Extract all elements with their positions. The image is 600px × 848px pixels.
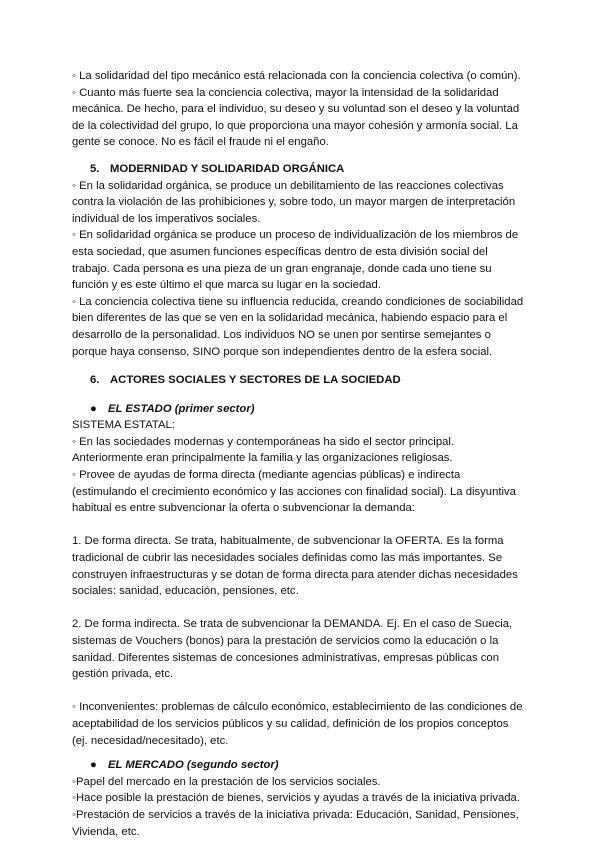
spacer [72,517,524,534]
intro-paragraph-1: ◦ La solidaridad del tipo mecánico está relacionada con la conciencia colectiva (o común). [72,70,521,82]
estado-subtitle: SISTEMA ESTATAL: [72,419,175,432]
estado-paragraph-1: ◦ En las sociedades modernas y contemporáneas ha sido el sector principal. Anteriormente eran principalmente la familia y las organizaciones religiosas. [72,435,455,465]
intro-paragraph-2: ◦ Cuanto más fuerte sea la conciencia colectiva, mayor la intensidad de la solidaridad mecánica. De hecho, para el individuo, su deseo y su voluntad son el deseo y la voluntad de la colectividad del grupo, lo que proporciona una mayor cohesión y armonía social. La gente se conoce. No es fácil el fraude ni el engaño. [72,86,520,149]
section-6-number: 6. [90,374,100,387]
mercado-heading-text: EL MERCADO (segundo sector) [108,759,279,772]
section-5-paragraph-1: ◦ En la solidaridad orgánica, se produce un debilitamiento de las reacciones colectivas contra la violación de las prohibiciones y, sobre todo, un mayor margen de interpretación individual de los imperativos sociales. [72,179,516,225]
spacer [72,683,524,700]
mercado-paragraph-2: ◦Hace posible la prestación de bienes, servicios y ayudas a través de la iniciativa privada. [72,792,520,805]
mercado-paragraph-3: ◦Prestación de servicios a través de la iniciativa privada: Educación, Sanidad, Pensiones, Vivienda, etc. [72,808,519,838]
section-6-heading [72,372,524,389]
section-5-heading [72,161,524,178]
mercado-heading [72,757,524,774]
estado-heading [72,401,524,418]
section-5-title: MODERNIDAD Y SOLIDARIDAD ORGÁNICA [110,162,345,175]
section-5-number: 5. [90,162,100,175]
mercado-paragraph-1: ◦Papel del mercado en la prestación de los servicios sociales. [72,775,381,788]
estado-paragraph-3: 1. De forma directa. Se trata, habitualmente, de subvencionar la OFERTA. Es la forma tradicional de cubrir las necesidades sociales definidas como las más importantes. Se construyen infraestructuras y se dotan de forma directa para atender dichas necesidades sociales: sanidad, educación, pensiones, etc. [72,535,518,598]
estado-paragraph-4: 2. De forma indirecta. Se trata de subvencionar la DEMANDA. Ej. En el caso de Suecia, sistemas de Vouchers (bonos) para la prestación de servicios como la educación o la sanidad. Diferentes sistemas de concesiones administrativas, empresas públicas con gestión privada, etc. [72,618,513,681]
document-page [72,68,524,840]
section-5-paragraph-2: ◦ En solidaridad orgánica se produce un proceso de individualización de los miembros de esta sociedad, que asumen funciones específicas dentro de esta división social del trabajo. Cada persona es una pieza de un gran engranaje, donde cada uno tiene su función y es este último el que marca su lugar en la sociedad. [72,229,519,292]
estado-paragraph-2: ◦ Provee de ayudas de forma directa (mediante agencias públicas) e indirecta (estimulando el crecimiento económico y las acciones con finalidad social). La disyuntiva habitual es entre subvencionar la oferta o subvencionar la demanda: [72,469,516,515]
bullet-icon: ● [90,759,97,772]
spacer [72,600,524,617]
bullet-icon: ● [90,402,97,415]
estado-heading-text: EL ESTADO (primer sector) [108,402,255,415]
section-6-title: ACTORES SOCIALES Y SECTORES DE LA SOCIEDAD [110,374,401,387]
estado-paragraph-5: ◦ Inconvenientes: problemas de cálculo económico, establecimiento de las condiciones de aceptabilidad de los servicios públicos y su calidad, definición de los propios conceptos (ej. necesidad/necesitado), etc. [72,701,523,747]
section-5-paragraph-3: ◦ La conciencia colectiva tiene su influencia reducida, creando condiciones de sociabilidad bien diferentes de las que se ven en la solidaridad mecánica, habiendo espacio para el desarrollo de la personalidad. Los individuos NO se unen por sentirse semejantes o porque haya consenso, SINO porque son independientes dentro de la esfera social. [72,295,524,358]
